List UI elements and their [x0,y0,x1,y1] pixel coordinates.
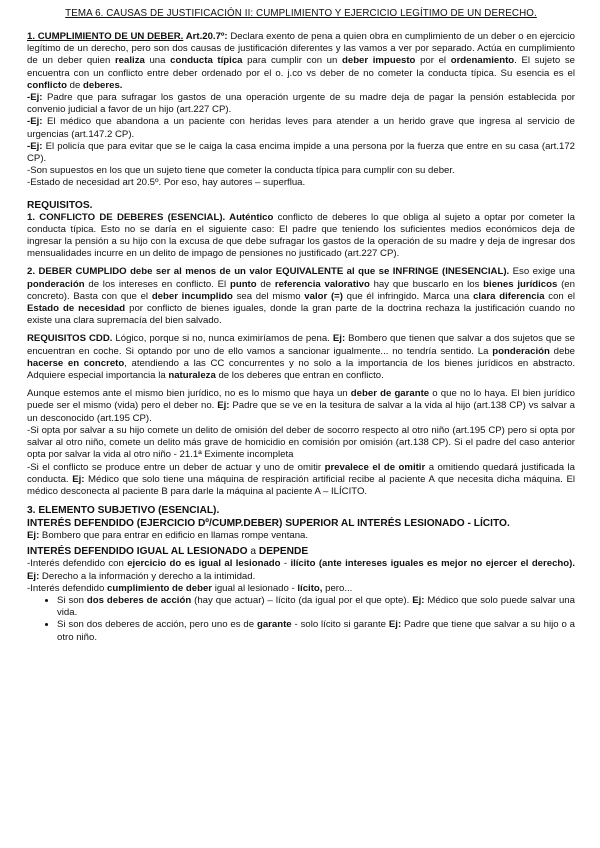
note-paragraph: -Estado de necesidad art 20.5º. Por eso, hay autores – superflua. [27,177,306,189]
page-title: TEMA 6. CAUSAS DE JUSTIFICACIÓN II: CUMPLIMIENTO Y EJERCICIO LEGÍTIMO DE UN DERECHO. [65,8,537,19]
elemento-subjetivo-heading: 3. ELEMENTO SUBJETIVO (ESENCIAL). [27,505,220,517]
requisitos-heading: REQUISITOS. [27,199,93,211]
list-item: • Si son dos deberes de acción (hay que actuar) – lícito (da igual por el que opte). Ej: Médico que solo puede salvar una vida. [57,595,575,619]
article-ref: Art.20.7º: [185,31,228,42]
interes-line: -Interés defendido con ejercicio do es igual al lesionado - ilícito (ante intereses iguales es mejor no ejercer el derecho). Ej: Derecho a la información y derecho a la intimidad. [27,558,576,582]
garante-paragraph: -Si opta por salvar a su hijo comete un delito de omisión del deber de socorro respecto al otro niño (art.195 CP) pero si opta por salvar al otro niño, comete un delito más grave de homicidio en comisión por omisión (art.138 CP). Si el padre del caso anterior opta por salvar la vida al otro niño - 21.1ª Eximente incompleta [27,424,575,461]
section-cumplimiento: 1. CUMPLIMIENTO DE UN DEBER. Art.20.7º: Declara exento de pena a quien obra en cumplimiento de un deber o en ejercicio legítimo de un derecho, pero son dos causas de justificación diferentes y las vamos a ver por separado. Actúa en cumplimiento de un deber quien realiza una conducta típica para cumplir con un deber impuesto por el ordenamiento. El sujeto se encuentra con un conflicto entre deber ordenado por el o. j.co vs deber de no cometer la conducta típica. Su esencia es el conflicto de deberes. [27,31,576,91]
requisito-1: 1. CONFLICTO DE DEBERES (ESENCIAL). Auténtico conflicto de deberes lo que obliga al sujeto a optar por cometer la conducta típica. Esto no se daría en el siguiente caso: El padre que teniendo los suficientes medios económicos deja de ingresar la pensión a su hijo con la excusa de que debe sufragar los gastos de la operación de su madre y deja de ingresar dos mensualidades incurre en un delito de impago de pensiones no justificado (art.227 CP). [27,211,575,260]
garante-paragraph: Aunque estemos ante el mismo bien jurídico, no es lo mismo que haya un deber de garante o que no lo haya. El bien jurídico puede ser el mismo (vida) pero el deber no. Ej: Padre que se ve en la tesitura de salvar a la vida al hijo (art.138 CP) vs salvar a un desconocido (art.195 CP). [27,388,575,424]
note-paragraph: -Son supuestos en los que un sujeto tiene que cometer la conducta típica para cumplir con su deber. [27,165,455,177]
example-paragraph: -Ej: El policía que para evitar que se le caiga la casa encima impide a una persona por la fuerza que entre en su casa (art.172 CP). [27,140,575,165]
section-heading: 1. CUMPLIMIENTO DE UN DEBER. [27,31,184,42]
bullet-list [27,595,575,644]
requisitos-cdd: REQUISITOS CDD. Lógico, porque si no, nunca eximiríamos de pena. Ej: Bombero que tienen que salvar a dos sujetos que se encuentran en coche. Si optando por uno de ello vamos a sancionar igualmente... no tendría sentido. La ponderación debe hacerse en concreto, atendiendo a las CC concurrentes y no solo a la importancia de los bienes jurídicos en abstracto. Adquiere especial importancia la naturaleza de los deberes que entran en conflicto. [27,333,575,382]
garante-paragraph: -Si el conflicto se produce entre un deber de actuar y uno de omitir prevalece el de omitir a omitiendo quedará justificada la conducta. Ej: Médico que solo tiene una máquina de respiración artificial recibe al paciente A que necesita dicha máquina. El médico desconecta al paciente B para darle la máquina al paciente A – ILÍCITO. [27,461,576,497]
interes-superior-line: INTERÉS DEFENDIDO (EJERCICIO Dº/CUMP.DEBER) SUPERIOR AL INTERÉS LESIONADO - LÍCITO. [27,518,510,530]
example-paragraph: -Ej: El médico que abandona a un paciente con heridas leves para atender a un herido grave que ingresa al servicio de urgencias (art.147.2 CP). [27,116,575,140]
interes-line: -Interés defendido cumplimiento de deber igual al lesionado - lícito, pero... [27,582,353,594]
example-paragraph: -Ej: Padre que para sufragar los gastos de una operación urgente de su madre deja de pagar la pensión establecida por convenio judicial a favor de un hijo (art.227 CP). [27,92,575,116]
requisito-2: 2. DEBER CUMPLIDO debe ser al menos de un valor EQUIVALENTE al que se INFRINGE (INESENCIAL). Eso exige una ponderación de los intereses en conflicto. El punto de referencia valorativo hay que buscarlo en los bienes jurídicos (en concreto). Basta con que el deber incumplido sea del mismo valor (=) que él infringido. Marca una clara diferencia con el Estado de necesidad por conflicto de bienes iguales, donde la gran parte de la doctrina rechaza la justificación cuando no existe una clara supremacía del bien salvado. [27,266,575,327]
list-item: • Si son dos deberes de acción, pero uno es de garante - solo lícito si garante Ej: Padre que tiene que salvar a su hijo o a otro niño. [57,619,575,643]
document-page [27,8,575,644]
interes-igual-heading: INTERÉS DEFENDIDO IGUAL AL LESIONADO a DEPENDE [27,546,309,558]
example-paragraph: Ej: Bombero que para entrar en edificio en llamas rompe ventana. [27,530,309,542]
